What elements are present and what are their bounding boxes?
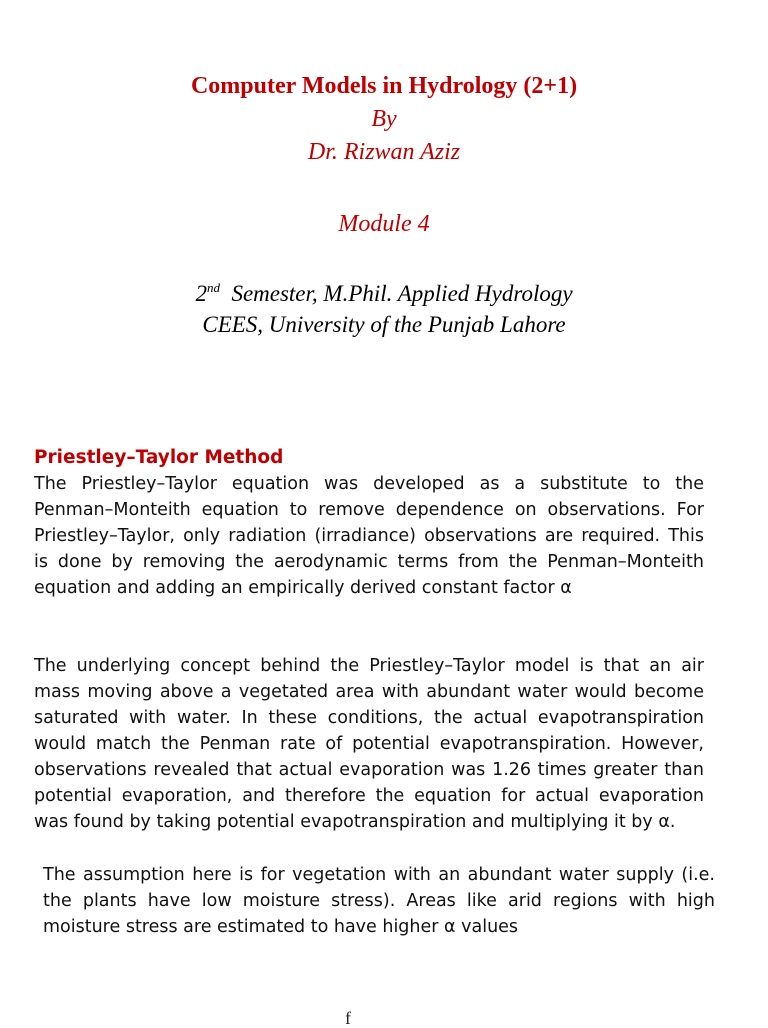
author-name: Dr. Rizwan Aziz	[307, 139, 461, 165]
module-block	[0, 208, 768, 241]
course-title: Computer Models in Hydrology (2+1)	[190, 73, 578, 99]
semester-line	[0, 278, 768, 309]
institution-line: CEES, University of the Punjab Lahore	[202, 312, 566, 337]
semester-superscript: nd	[206, 280, 220, 295]
module-label: Module 4	[338, 211, 430, 237]
semester-number: 2	[195, 281, 207, 306]
paragraph-1: The Priestley–Taylor equation was developed as a substitute to the Penman–Monteith equation to remove dependence on observations. For Priestley–Taylor, only radiation (irradiance) observations are required. This is done by removing the aerodynamic terms from the Penman–Monteith equation and adding an empirically derived constant factor α	[34, 474, 704, 598]
by-line: By	[371, 106, 397, 132]
page-fragment-mark: f	[345, 1008, 351, 1028]
semester-text: Semester, M.Phil. Applied Hydrology	[231, 281, 573, 306]
section-heading: Priestley–Taylor Method	[34, 447, 284, 468]
info-block	[0, 278, 768, 340]
paragraph-3: The assumption here is for vegetation with an abundant water supply (i.e. the plants have low moisture stress). Areas like arid regions with high moisture stress are estimated to have higher α values	[43, 865, 715, 937]
paragraph-2: The underlying concept behind the Priestley–Taylor model is that an air mass moving above a vegetated area with abundant water would become saturated with water. In these conditions, the actual evapotranspiration would match the Penman rate of potential evapotranspiration. However, observations revealed that actual evaporation was 1.26 times greater than potential evaporation, and therefore the equation for actual evaporation was found by taking potential evapotranspiration and multiplying it by α.	[34, 656, 704, 832]
title-block	[0, 70, 768, 169]
